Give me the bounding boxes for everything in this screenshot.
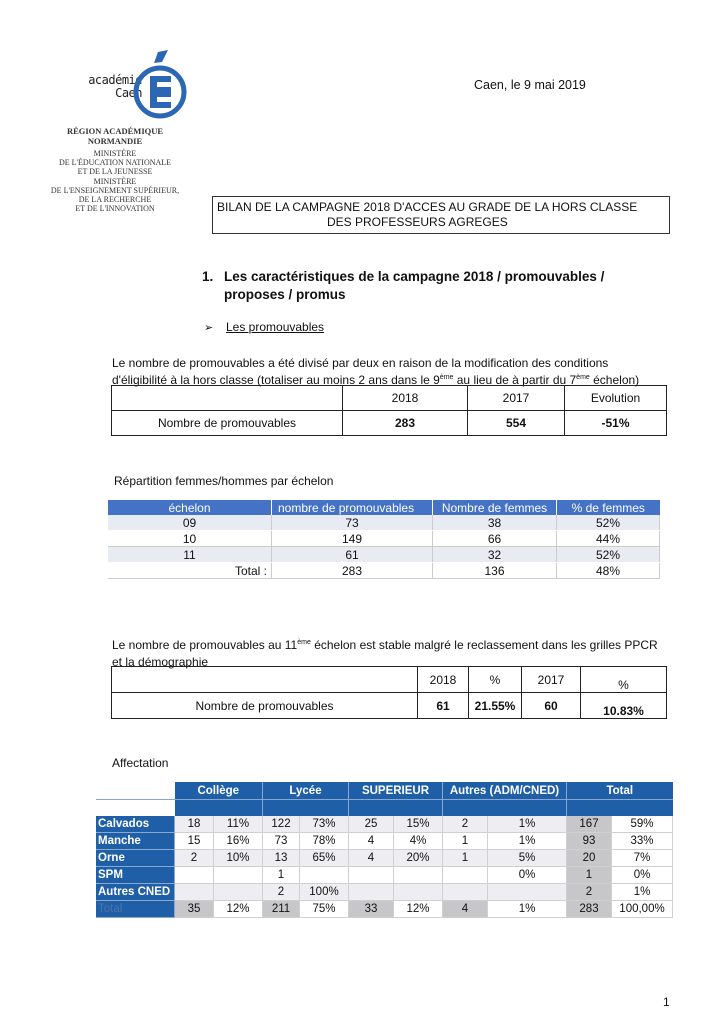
count-cell: 4 — [443, 901, 488, 918]
logo-ministry-line: DE LA RECHERCHE — [78, 195, 152, 204]
section-title-line2: proposes / promus — [224, 287, 346, 302]
percent-cell — [214, 867, 263, 884]
percent-cell: 65% — [300, 850, 349, 867]
text-span: d'éligibilité à la hors classe (totaliser au moins 2 ans dans le 9 — [112, 373, 440, 387]
academie-logo — [40, 40, 190, 213]
count-cell: 122 — [263, 816, 300, 833]
count-cell — [443, 884, 488, 901]
percent-cell: 75% — [300, 901, 349, 918]
document-title-box — [212, 196, 670, 234]
count-cell: 13 — [263, 850, 300, 867]
count-cell: 20 — [567, 850, 612, 867]
logo-line2: Caen — [115, 86, 142, 100]
text-span: échelon) — [589, 373, 640, 387]
logo-ministry-line: MINISTÈRE — [93, 149, 137, 158]
table-row — [96, 816, 673, 833]
count-cell: 35 — [175, 901, 214, 918]
percent-cell — [394, 884, 443, 901]
header-cell: 2017 — [468, 386, 565, 411]
logo-ministry-1 — [40, 149, 190, 176]
cell: 38 — [433, 515, 557, 531]
text-span: échelon est stable malgré le reclassement dans les grilles PPCR — [310, 638, 658, 652]
table-row — [108, 547, 660, 563]
logo-region-line: NORMANDIE — [87, 136, 143, 146]
percent-cell: 78% — [300, 833, 349, 850]
subheader-cell — [263, 800, 349, 817]
empty-corner — [96, 800, 175, 817]
cell: 48% — [557, 563, 660, 579]
paragraph-line: Le nombre de promouvables a été divisé par deux en raison de la modification des conditions — [112, 356, 609, 370]
count-cell: 1 — [567, 867, 612, 884]
table-header-row — [112, 386, 667, 411]
table-group-header-row — [96, 782, 673, 800]
count-cell: 1 — [443, 833, 488, 850]
echelon-11-table — [111, 666, 667, 719]
logo-ministry-line: MINISTÈRE — [93, 177, 137, 186]
logo-ministry-line: ET DE L'INNOVATION — [75, 204, 155, 213]
count-cell: 2 — [175, 850, 214, 867]
header-cell — [112, 667, 418, 693]
percent-cell: 1% — [488, 901, 567, 918]
row-label: SPM — [96, 867, 175, 884]
percent-cell: 1% — [612, 884, 673, 901]
count-cell — [443, 867, 488, 884]
logo-region-line: RÉGION ACADÉMIQUE — [66, 126, 164, 136]
cell: Total : — [108, 563, 272, 579]
count-cell: 167 — [567, 816, 612, 833]
table-row — [96, 850, 673, 867]
percent-cell: 59% — [612, 816, 673, 833]
percent-cell: 7% — [612, 850, 673, 867]
percent-cell: 1% — [488, 833, 567, 850]
group-header: SUPERIEUR — [349, 782, 443, 800]
percent-cell: 16% — [214, 833, 263, 850]
subheader-cell — [567, 800, 673, 817]
count-cell: 73 — [263, 833, 300, 850]
header-cell: % de femmes — [557, 500, 660, 515]
group-header: Autres (ADM/CNED) — [443, 782, 567, 800]
cell: 10 — [108, 531, 272, 547]
logo-ministry-line: DE L'ENSEIGNEMENT SUPÉRIEUR, — [50, 186, 180, 195]
header-cell: nombre de promouvables — [272, 500, 433, 515]
subheader-cell — [443, 800, 567, 817]
group-header: Lycée — [263, 782, 349, 800]
percent-cell: 12% — [214, 901, 263, 918]
logo-ministry-line: DE L'ÉDUCATION NATIONALE — [58, 158, 172, 167]
logo-ministry-2 — [40, 177, 190, 213]
e-accent-logo-icon — [132, 50, 188, 120]
percent-cell: 100% — [300, 884, 349, 901]
repartition-title: Répartition femmes/hommes par échelon — [114, 474, 334, 488]
subheader-cell — [349, 800, 443, 817]
table-row — [112, 411, 667, 436]
cell: 149 — [272, 531, 433, 547]
logo-region — [40, 126, 190, 146]
percent-cell: 33% — [612, 833, 673, 850]
logo-ministry-line: ET DE LA JEUNESSE — [77, 167, 153, 176]
paragraph-promouvables — [112, 355, 639, 389]
row-label: Nombre de promouvables — [112, 693, 418, 719]
percent-cell: 4% — [394, 833, 443, 850]
page-number: 1 — [663, 995, 670, 1009]
row-label: Manche — [96, 833, 175, 850]
header-cell: % — [469, 667, 522, 693]
text-span: au lieu de à partir du 7 — [453, 373, 577, 387]
table-row — [108, 515, 660, 531]
count-cell: 283 — [567, 901, 612, 918]
percent-cell: 100,00% — [612, 901, 673, 918]
cell: 52% — [557, 547, 660, 563]
count-cell: 1 — [263, 867, 300, 884]
table-row — [96, 833, 673, 850]
cell: 09 — [108, 515, 272, 531]
row-label: Autres CNED — [96, 884, 175, 901]
cell: 66 — [433, 531, 557, 547]
table-subheader-row — [96, 800, 673, 817]
count-cell: 93 — [567, 833, 612, 850]
percent-cell: 12% — [394, 901, 443, 918]
table-total-row — [96, 901, 673, 918]
percent-cell: 15% — [394, 816, 443, 833]
table-header-row — [112, 667, 667, 693]
count-cell: 1 — [443, 850, 488, 867]
count-cell: 4 — [349, 850, 394, 867]
cell: 73 — [272, 515, 433, 531]
repartition-table — [108, 500, 660, 579]
arrow-bullet-icon: ➢ — [204, 322, 214, 334]
row-label: Orne — [96, 850, 175, 867]
section-number: 1. — [202, 269, 214, 284]
count-cell — [175, 884, 214, 901]
paragraph-line: et la démographie — [112, 655, 209, 669]
percent-cell: 11% — [214, 816, 263, 833]
percent-cell: 5% — [488, 850, 567, 867]
table-row — [112, 693, 667, 719]
value-cell: 283 — [343, 411, 468, 436]
count-cell: 33 — [349, 901, 394, 918]
table-total-row — [108, 563, 660, 579]
count-cell: 2 — [567, 884, 612, 901]
text-span: Le nombre de promouvables au 11 — [112, 638, 298, 652]
count-cell — [349, 867, 394, 884]
document-date: Caen, le 9 mai 2019 — [474, 78, 586, 92]
superscript: ème — [576, 374, 590, 381]
value-cell: 60 — [522, 693, 581, 719]
header-cell: Nombre de femmes — [433, 500, 557, 515]
value-cell: 554 — [468, 411, 565, 436]
table-row — [96, 867, 673, 884]
value-cell: -51% — [565, 411, 667, 436]
subsection-heading — [204, 320, 324, 334]
row-label: Calvados — [96, 816, 175, 833]
cell: 283 — [272, 563, 433, 579]
percent-cell: 0% — [488, 867, 567, 884]
superscript: ème — [297, 639, 311, 646]
logo-line1: académie — [88, 73, 142, 87]
value-cell: 61 — [418, 693, 469, 719]
percent-cell: 1% — [488, 816, 567, 833]
percent-cell: 0% — [612, 867, 673, 884]
count-cell: 2 — [263, 884, 300, 901]
percent-cell — [300, 867, 349, 884]
empty-corner — [96, 782, 175, 800]
section-heading — [202, 268, 604, 304]
cell: 61 — [272, 547, 433, 563]
count-cell — [175, 867, 214, 884]
affectation-title: Affectation — [112, 756, 169, 770]
count-cell: 15 — [175, 833, 214, 850]
header-cell: 2018 — [343, 386, 468, 411]
count-cell: 25 — [349, 816, 394, 833]
value-cell: 21.55% — [469, 693, 522, 719]
header-cell: 2018 — [418, 667, 469, 693]
affectation-table — [96, 782, 673, 918]
cell: 136 — [433, 563, 557, 579]
table-row — [96, 884, 673, 901]
count-cell — [349, 884, 394, 901]
header-cell — [112, 386, 343, 411]
superscript: ème — [439, 374, 454, 381]
cell: 52% — [557, 515, 660, 531]
subsection-label: Les promouvables — [226, 320, 325, 334]
header-cell: 2017 — [522, 667, 581, 693]
cell: 32 — [433, 547, 557, 563]
section-title-line1: Les caractéristiques de la campagne 2018 / promouvables / — [224, 269, 605, 284]
document-title-line1: BILAN DE LA CAMPAGNE 2018 D'ACCES AU GRADE DE LA HORS CLASSE — [217, 200, 638, 214]
group-header: Total — [567, 782, 673, 800]
document-title-line2: DES PROFESSEURS AGREGES — [327, 215, 508, 229]
header-cell: Evolution — [565, 386, 667, 411]
header-cell: % — [581, 667, 667, 693]
promouvables-comparison-table — [111, 385, 667, 436]
group-header: Collège — [175, 782, 263, 800]
value-cell: 10.83% — [581, 693, 667, 719]
count-cell: 18 — [175, 816, 214, 833]
percent-cell: 10% — [214, 850, 263, 867]
table-header-row — [108, 500, 660, 515]
header-cell: échelon — [108, 500, 272, 515]
row-label: Nombre de promouvables — [112, 411, 343, 436]
percent-cell: 20% — [394, 850, 443, 867]
percent-cell — [394, 867, 443, 884]
affectation-body — [96, 816, 673, 918]
percent-cell: 73% — [300, 816, 349, 833]
percent-cell — [214, 884, 263, 901]
table-row — [108, 531, 660, 547]
count-cell: 2 — [443, 816, 488, 833]
count-cell: 4 — [349, 833, 394, 850]
row-label: Total — [96, 901, 175, 918]
count-cell: 211 — [263, 901, 300, 918]
cell: 44% — [557, 531, 660, 547]
subheader-cell — [175, 800, 263, 817]
cell: 11 — [108, 547, 272, 563]
percent-cell — [488, 884, 567, 901]
paragraph-line — [112, 637, 658, 654]
